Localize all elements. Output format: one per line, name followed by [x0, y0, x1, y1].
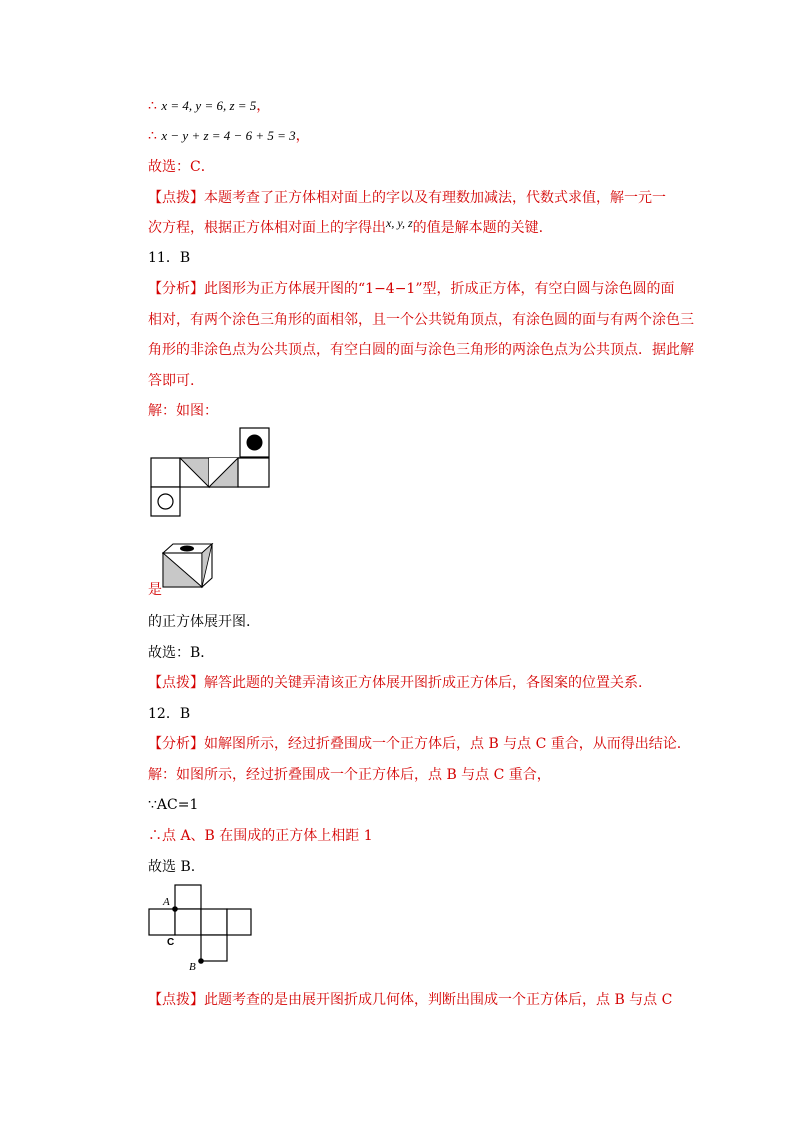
punct: ， — [256, 98, 271, 114]
solution-12-line3: ∴点 A、B 在围成的正方体上相距 1 — [148, 828, 373, 844]
solution-11-intro: 解：如图： — [148, 403, 218, 419]
tip-10-line2b: 的值是解本题的关键. — [412, 220, 544, 236]
tip-10-line2 — [148, 218, 543, 238]
math-xyz: x, y, z — [386, 216, 413, 230]
solution-11-is: 是 — [148, 582, 162, 598]
therefore-symbol: ∴ — [148, 128, 157, 144]
equation-values — [148, 96, 270, 116]
cube-net-figure — [148, 427, 273, 520]
tip-10-line1: 【点拨】本题考查了正方体相对面上的字以及有理数加减法，代数式求值，解一元一 — [148, 190, 666, 206]
label-c: C — [167, 937, 175, 948]
black-dot-icon — [180, 546, 194, 552]
solution-12-line1: 解：如图所示，经过折叠围成一个正方体后，点 B 与点 C 重合， — [148, 767, 551, 783]
answer-11: 故选：B． — [148, 645, 215, 661]
label-a: A — [163, 896, 170, 908]
net-abc-figure — [145, 883, 255, 973]
net-face-left — [149, 909, 175, 935]
therefore-symbol: ∴ — [148, 98, 157, 114]
black-dot-icon — [247, 435, 263, 451]
analysis-11-line2: 相对，有两个涂色三角形的面相邻，且一个公共锐角顶点，有涂色圆的面与有两个涂色三 — [148, 312, 694, 328]
tip-10-line2a: 次方程，根据正方体相对面上的字得出 — [148, 220, 386, 236]
math-values: x = 4, y = 6, z = 5 — [161, 98, 257, 113]
question-11-answer: 11．B — [148, 250, 191, 266]
label-b: B — [189, 961, 196, 973]
cube-3d-figure — [162, 543, 214, 589]
net-face-top — [175, 885, 201, 909]
white-circle-icon — [158, 494, 173, 509]
net-face-center — [175, 909, 201, 935]
analysis-12: 【分析】如解图所示，经过折叠围成一个正方体后，点 B 与点 C 重合，从而得出结论. — [148, 736, 682, 752]
net-face-blank — [151, 458, 180, 487]
math-sum: x − y + z = 4 − 6 + 5 = 3 — [161, 128, 296, 143]
solution-11-net: 的正方体展开图. — [148, 614, 251, 630]
point-b-dot — [198, 958, 204, 964]
point-a-dot — [172, 906, 178, 912]
tip-12: 【点拨】此题考查的是由展开图折成几何体，判断出围成一个正方体后，点 B 与点 C — [148, 992, 673, 1008]
analysis-11-line4: 答即可. — [148, 373, 195, 389]
equation-sum — [148, 126, 310, 146]
analysis-11-line1: 【分析】此图形为正方体展开图的“1−4−1”型，折成正方体，有空白圆与涂色圆的面 — [148, 281, 675, 297]
tip-11: 【点拨】解答此题的关键弄清该正方体展开图折成正方体后，各图案的位置关系. — [148, 675, 643, 691]
solution-12-line2: ∵AC=1 — [148, 797, 199, 813]
answer-10: 故选：C． — [148, 159, 215, 175]
net-face-bottom — [201, 935, 227, 961]
net-face-blank-right — [238, 458, 269, 487]
analysis-11-line3: 角形的非涂色点为公共顶点，有空白圆的面与涂色三角形的两涂色点为公共顶点．据此解 — [148, 342, 694, 358]
net-face-far-right — [227, 909, 251, 935]
punct: ， — [295, 128, 310, 144]
net-face-right — [201, 909, 227, 935]
answer-12: 故选 B. — [148, 859, 196, 875]
question-12-answer: 12．B — [148, 706, 191, 722]
